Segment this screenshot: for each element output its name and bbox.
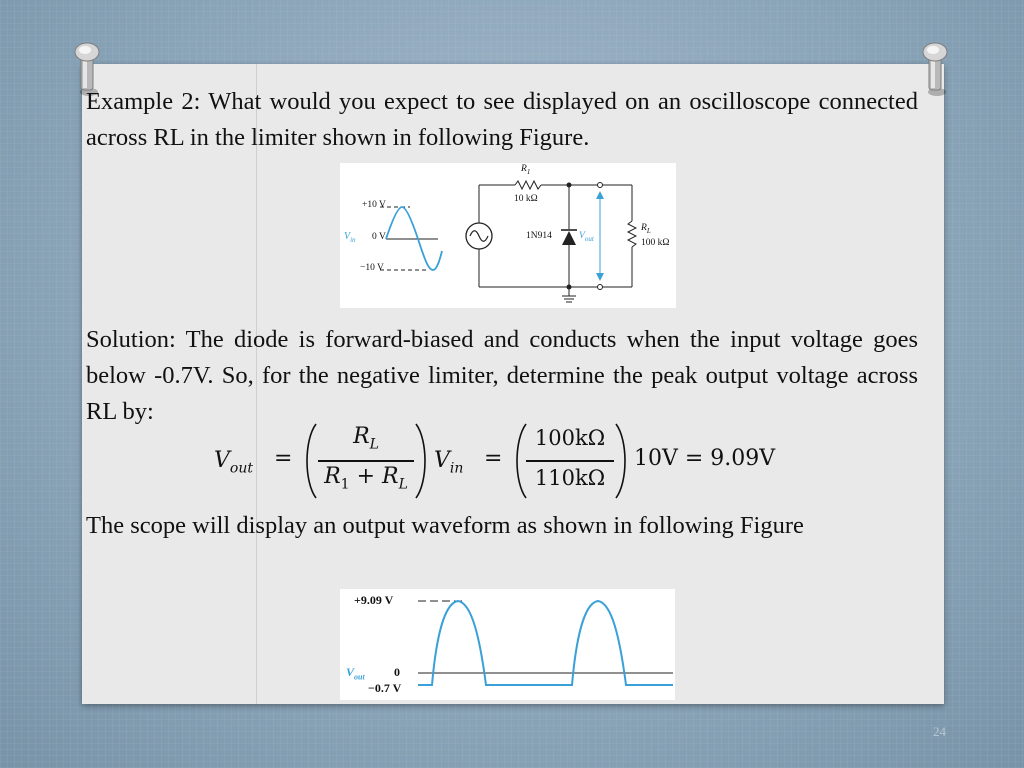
eq-den1: $R_1 + R_L$ xyxy=(324,464,408,493)
eq-vout: $V_{out}$ xyxy=(214,448,253,477)
peak-label: +9.09 V xyxy=(354,593,394,607)
r1-value: 10 kΩ xyxy=(514,194,538,204)
eq-result: 10V = 9.09V xyxy=(634,446,776,471)
eq-num1: $R_L$ xyxy=(353,424,379,453)
rl-label: $R_L$ xyxy=(641,223,651,235)
eq-paren-close-2 xyxy=(612,422,632,500)
eq-paren-close-1 xyxy=(412,422,432,500)
vin-zero-label: 0 V xyxy=(372,232,386,242)
eq-equals-2: = xyxy=(484,446,503,471)
diode-label: 1N914 xyxy=(526,231,552,241)
eq-fraction-bar-1 xyxy=(318,460,414,462)
vin-plus-label: +10 V xyxy=(362,200,386,210)
rl-resistor-icon xyxy=(628,221,636,247)
eq-num2: 100kΩ xyxy=(534,426,606,450)
zero-label: 0 xyxy=(394,665,400,679)
eq-vin: $V_{in}$ xyxy=(434,448,464,477)
waveform-figure xyxy=(340,589,675,700)
eq-fraction-bar-2 xyxy=(526,460,614,462)
question-text: Example 2: What would you expect to see displayed on an oscilloscope connected across RL in the limiter shown in following Figure. xyxy=(86,88,918,151)
solution-text: Solution: The diode is forward-biased and conducts when the input voltage goes below -0.7V. So, for the negative limiter, determine the peak output voltage across RL by: xyxy=(86,326,918,425)
vout-wave-label: $V_{out}$ xyxy=(346,665,365,682)
conclusion-text: The scope will display an output waveform as shown in following Figure xyxy=(86,512,804,539)
equation xyxy=(214,420,794,500)
pushpin-right-icon xyxy=(920,40,950,98)
eq-equals-1: = xyxy=(274,446,293,471)
vout-label: $V_{out}$ xyxy=(579,231,594,243)
eq-paren-open-1 xyxy=(300,422,320,500)
vin-label: $V_{in}$ xyxy=(344,231,356,244)
eq-den2: 110kΩ xyxy=(534,466,606,490)
output-waveform xyxy=(418,601,673,685)
r1-label: $R_1$ xyxy=(521,164,531,176)
min-label: −0.7 V xyxy=(368,681,402,695)
r1-resistor-icon xyxy=(515,181,541,189)
circuit-figure xyxy=(340,163,676,308)
diode-icon xyxy=(562,231,576,245)
rl-value: 100 kΩ xyxy=(641,238,670,248)
vin-minus-label: −10 V xyxy=(360,263,384,273)
page-number: 24 xyxy=(933,724,946,739)
